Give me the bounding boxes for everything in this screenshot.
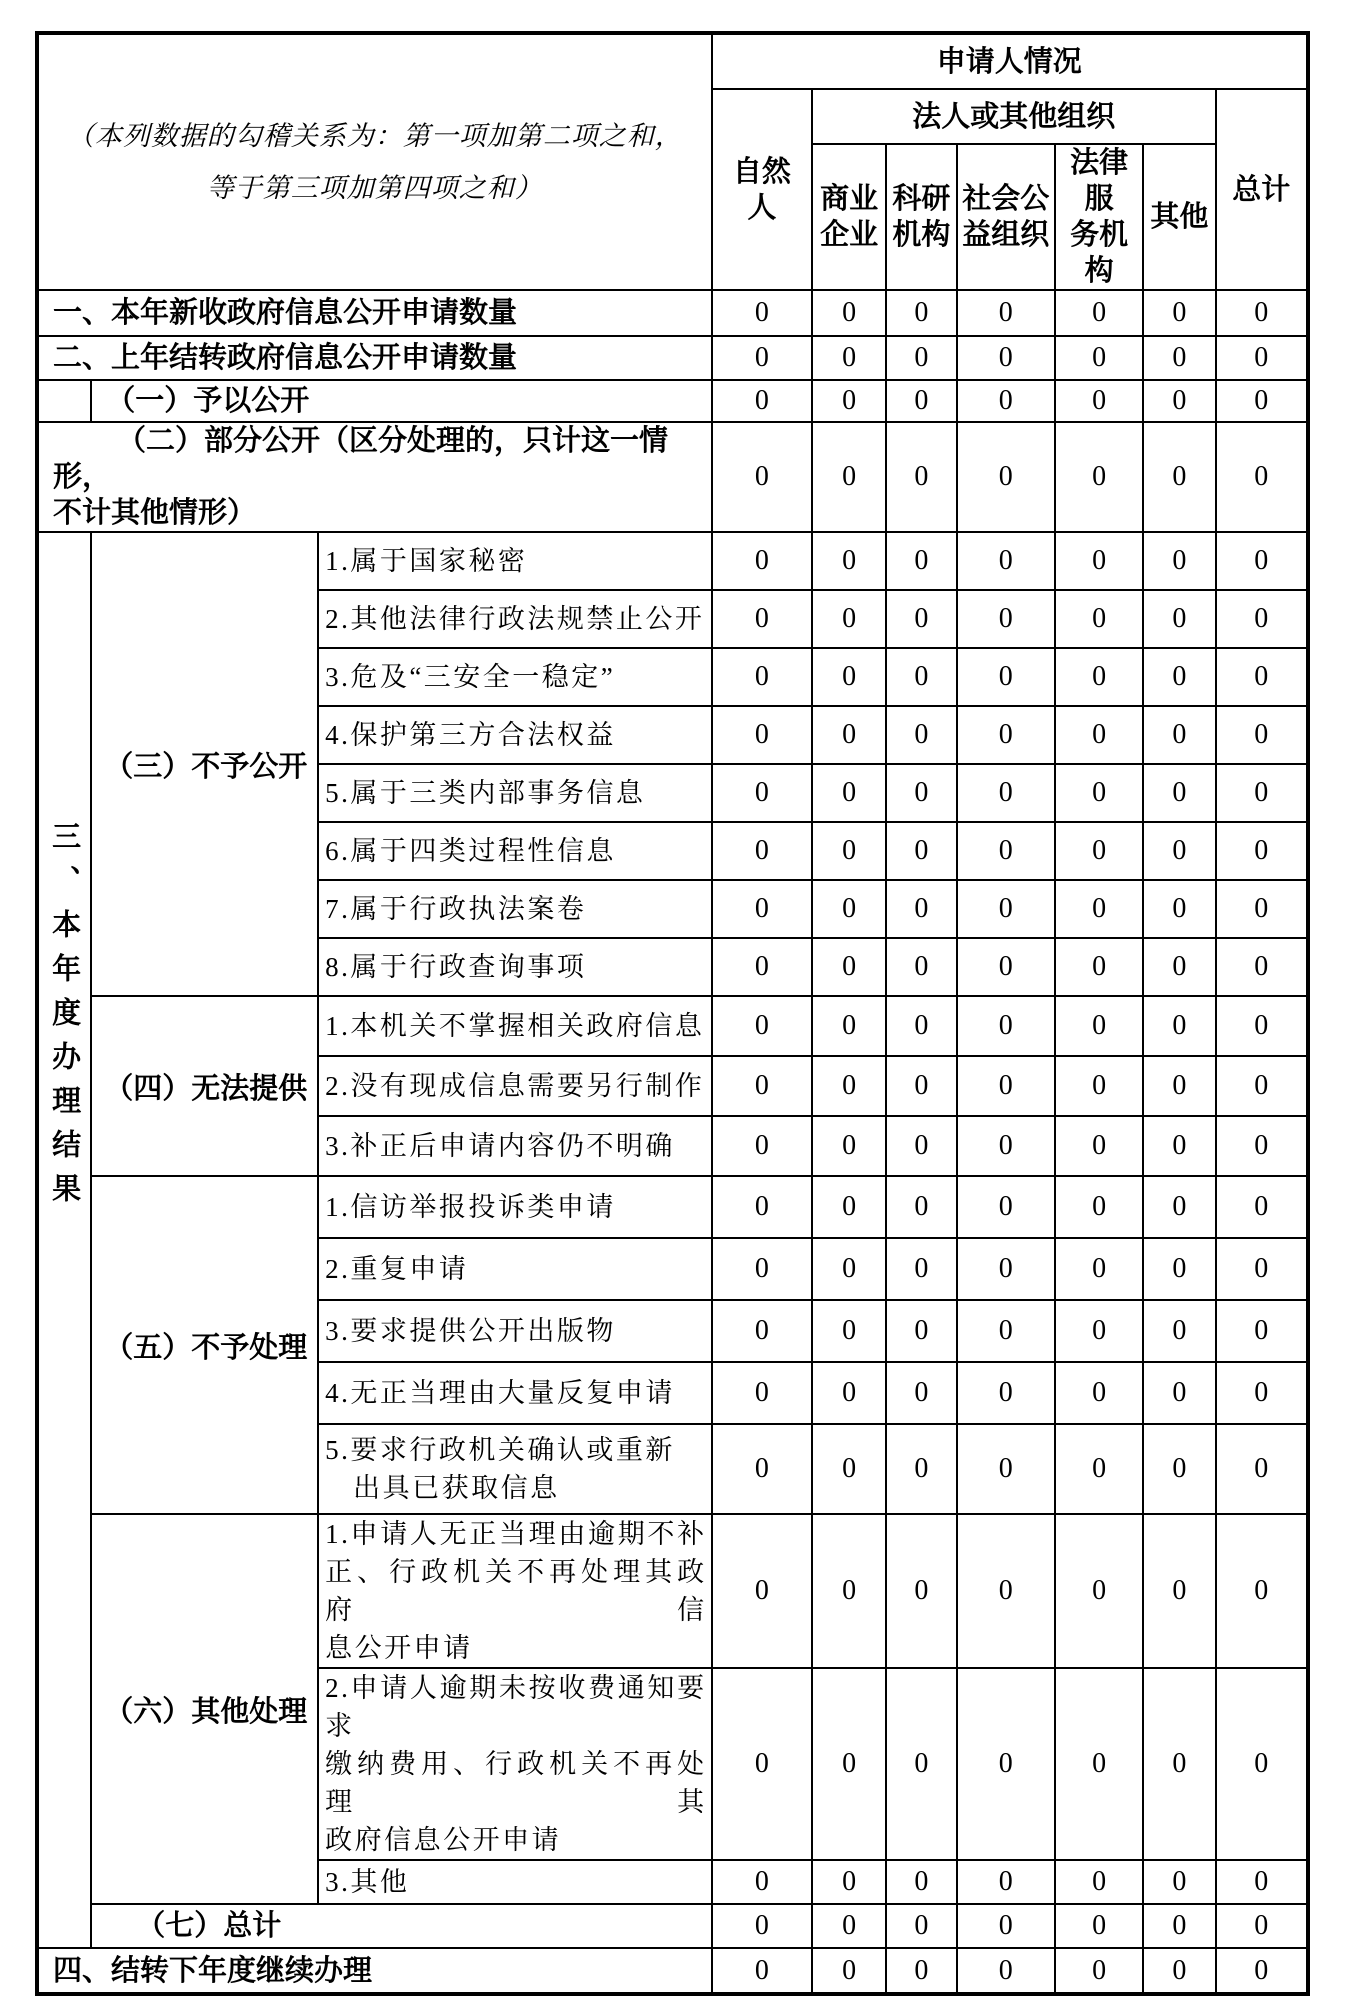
value-cell: 0 [886,1300,956,1362]
row-label-line: 1.申请人无正当理由逾期不补 [325,1519,707,1549]
value-cell: 0 [957,1238,1055,1300]
value-cell: 0 [1055,532,1143,590]
section3-spacer-cell [37,380,91,422]
value-cell: 0 [886,1904,956,1948]
value-cell: 0 [957,590,1055,648]
row-label-line: 不计其他情形） [53,497,257,529]
value-cell: 0 [1216,532,1308,590]
row-label: 四、结转下年度继续办理 [37,1948,712,1994]
value-cell: 0 [886,822,956,880]
note-line-2: 等于第三项加第四项之和） [206,173,543,203]
value-cell: 0 [1143,1238,1215,1300]
row-label [318,1424,712,1514]
value-cell: 0 [1143,1300,1215,1362]
value-cell: 0 [712,590,812,648]
value-cell: 0 [1055,290,1143,336]
value-cell: 0 [1216,1948,1308,1994]
value-cell: 0 [1055,880,1143,938]
row-label-line: 2.申请人逾期未按收费通知要求 [325,1673,707,1741]
row-label: 2.其他法律行政法规禁止公开 [318,590,712,648]
row-label: 6.属于四类过程性信息 [318,822,712,880]
row-label-line: 出具已获取信息 [353,1473,560,1503]
value-cell: 0 [712,938,812,996]
value-cell: 0 [957,938,1055,996]
row-label: （一）予以公开 [91,380,711,422]
value-cell: 0 [1216,422,1308,532]
value-cell: 0 [1216,1116,1308,1176]
value-cell: 0 [1216,1300,1308,1362]
table-row [37,1904,1308,1948]
value-cell: 0 [1143,706,1215,764]
row-label-line: （二）部分公开（区分处理的，只计这一情形， [53,425,669,493]
value-cell: 0 [886,764,956,822]
value-cell: 0 [1143,1948,1215,1994]
row-label: 3.要求提供公开出版物 [318,1300,712,1362]
value-cell: 0 [712,532,812,590]
row-label: 1.属于国家秘密 [318,532,712,590]
value-cell: 0 [1216,938,1308,996]
value-cell: 0 [812,1904,886,1948]
value-cell: 0 [1055,764,1143,822]
value-cell: 0 [812,1176,886,1238]
group-label: （四）无法提供 [91,996,318,1176]
note-line-1: （本列数据的勾稽关系为：第一项加第二项之和， [66,121,683,151]
row-label: 5.属于三类内部事务信息 [318,764,712,822]
value-cell: 0 [1143,996,1215,1056]
value-cell: 0 [712,1948,812,1994]
row-label: 1.信访举报投诉类申请 [318,1176,712,1238]
column-header-research-institution [886,144,956,290]
column-header-commercial-enterprise [812,144,886,290]
value-cell: 0 [1216,590,1308,648]
value-cell: 0 [1055,1362,1143,1424]
research-line-1: 科研 [892,183,951,215]
column-header-public-welfare-org [957,144,1055,290]
value-cell: 0 [957,1860,1055,1904]
row-label: 2.没有现成信息需要另行制作 [318,1056,712,1116]
value-cell: 0 [1143,648,1215,706]
value-cell: 0 [1216,1904,1308,1948]
value-cell: 0 [1216,290,1308,336]
value-cell: 0 [1216,996,1308,1056]
value-cell: 0 [957,532,1055,590]
row-label: 4.无正当理由大量反复申请 [318,1362,712,1424]
group-label: （五）不予处理 [91,1176,318,1514]
value-cell: 0 [1143,880,1215,938]
value-cell: 0 [812,764,886,822]
table-row [37,1514,1308,1668]
table-row [37,336,1308,380]
value-cell: 0 [712,1904,812,1948]
row-label [37,422,712,532]
value-cell: 0 [712,1238,812,1300]
welfare-line-1: 社会公 [962,183,1050,215]
value-cell: 0 [957,422,1055,532]
value-cell: 0 [1055,422,1143,532]
row-label: 7.属于行政执法案卷 [318,880,712,938]
value-cell: 0 [886,648,956,706]
value-cell: 0 [1143,1904,1215,1948]
value-cell: 0 [957,822,1055,880]
value-cell: 0 [712,1176,812,1238]
value-cell: 0 [1055,938,1143,996]
value-cell: 0 [957,648,1055,706]
value-cell: 0 [886,1948,956,1994]
value-cell: 0 [957,1514,1055,1668]
value-cell: 0 [1216,1860,1308,1904]
value-cell: 0 [812,1300,886,1362]
value-cell: 0 [957,996,1055,1056]
header-row-1 [37,33,1308,89]
value-cell: 0 [812,1948,886,1994]
value-cell: 0 [1055,1238,1143,1300]
value-cell: 0 [957,764,1055,822]
value-cell: 0 [712,1424,812,1514]
welfare-line-2: 益组织 [962,219,1050,251]
value-cell: 0 [1055,648,1143,706]
value-cell: 0 [712,1116,812,1176]
value-cell: 0 [1055,1948,1143,1994]
row-label: （七）总计 [91,1904,711,1948]
section3-vertical-label-cell [37,532,91,1948]
row-label: 4.保护第三方合法权益 [318,706,712,764]
value-cell: 0 [812,1056,886,1116]
value-cell: 0 [886,336,956,380]
group-label: （三）不予公开 [91,532,318,996]
research-line-2: 机构 [892,219,951,251]
value-cell: 0 [957,1116,1055,1176]
value-cell: 0 [957,1668,1055,1860]
value-cell: 0 [1143,764,1215,822]
value-cell: 0 [712,380,812,422]
natural-person-line-2: 人 [747,191,777,224]
natural-person-line-1: 自然 [732,155,791,188]
value-cell: 0 [1055,336,1143,380]
legal-service-line-2: 务机构 [1070,219,1129,287]
value-cell: 0 [812,1362,886,1424]
value-cell: 0 [957,1176,1055,1238]
value-cell: 0 [886,1424,956,1514]
value-cell: 0 [1143,380,1215,422]
row-label [318,1514,712,1668]
value-cell: 0 [1216,706,1308,764]
table-row [37,996,1308,1056]
section3-vertical-label: 三、本年度办理结果 [48,821,81,1217]
table-row [37,380,1308,422]
value-cell: 0 [1055,1514,1143,1668]
value-cell: 0 [812,380,886,422]
value-cell: 0 [1055,822,1143,880]
value-cell: 0 [886,706,956,764]
value-cell: 0 [712,1362,812,1424]
value-cell: 0 [812,996,886,1056]
value-cell: 0 [712,822,812,880]
value-cell: 0 [886,422,956,532]
row-label: 8.属于行政查询事项 [318,938,712,996]
table-row [37,422,1308,532]
value-cell: 0 [1143,1176,1215,1238]
value-cell: 0 [1143,336,1215,380]
value-cell: 0 [1216,1056,1308,1116]
reconciliation-note [37,33,712,290]
value-cell: 0 [886,590,956,648]
value-cell: 0 [1216,1424,1308,1514]
value-cell: 0 [1143,1424,1215,1514]
value-cell: 0 [886,1514,956,1668]
value-cell: 0 [1143,1362,1215,1424]
row-label: 二、上年结转政府信息公开申请数量 [37,336,712,380]
value-cell: 0 [886,938,956,996]
value-cell: 0 [712,1514,812,1668]
value-cell: 0 [712,648,812,706]
value-cell: 0 [812,1424,886,1514]
value-cell: 0 [1055,996,1143,1056]
value-cell: 0 [1055,380,1143,422]
disclosure-statistics-table [35,31,1310,1996]
commercial-line-2: 企业 [820,219,879,251]
value-cell: 0 [712,1860,812,1904]
value-cell: 0 [886,380,956,422]
column-header-legal-service-org [1055,144,1143,290]
value-cell: 0 [1055,1424,1143,1514]
row-label: 3.补正后申请内容仍不明确 [318,1116,712,1176]
table-row [37,532,1308,590]
value-cell: 0 [1055,1668,1143,1860]
column-header-other: 其他 [1143,144,1215,290]
value-cell: 0 [886,1362,956,1424]
value-cell: 0 [1055,1176,1143,1238]
row-label: 1.本机关不掌握相关政府信息 [318,996,712,1056]
value-cell: 0 [1055,590,1143,648]
value-cell: 0 [957,880,1055,938]
value-cell: 0 [1216,880,1308,938]
value-cell: 0 [712,706,812,764]
value-cell: 0 [712,1668,812,1860]
value-cell: 0 [712,1056,812,1116]
value-cell: 0 [957,706,1055,764]
value-cell: 0 [812,1514,886,1668]
value-cell: 0 [1216,764,1308,822]
value-cell: 0 [886,1056,956,1116]
value-cell: 0 [1143,590,1215,648]
value-cell: 0 [1216,822,1308,880]
value-cell: 0 [712,880,812,938]
legal-service-line-1: 法律服 [1070,147,1129,215]
value-cell: 0 [812,1860,886,1904]
row-label-line: 正、行政机关不再处理其政府信 [325,1557,707,1625]
value-cell: 0 [886,532,956,590]
value-cell: 0 [712,336,812,380]
value-cell: 0 [1143,938,1215,996]
column-header-natural-person [712,89,812,290]
value-cell: 0 [712,1300,812,1362]
value-cell: 0 [1216,1176,1308,1238]
value-cell: 0 [886,290,956,336]
value-cell: 0 [957,1362,1055,1424]
commercial-line-1: 商业 [820,183,879,215]
value-cell: 0 [812,1116,886,1176]
value-cell: 0 [712,764,812,822]
value-cell: 0 [886,880,956,938]
value-cell: 0 [1216,1668,1308,1860]
value-cell: 0 [812,822,886,880]
row-label [318,1668,712,1860]
value-cell: 0 [712,290,812,336]
column-header-applicant-situation: 申请人情况 [712,33,1308,89]
value-cell: 0 [812,648,886,706]
value-cell: 0 [1143,422,1215,532]
value-cell: 0 [1143,1668,1215,1860]
value-cell: 0 [957,1904,1055,1948]
value-cell: 0 [886,1860,956,1904]
row-label: 3.其他 [318,1860,712,1904]
value-cell: 0 [886,1116,956,1176]
row-label-line: 缴纳费用、行政机关不再处理其 [325,1749,707,1817]
value-cell: 0 [957,1948,1055,1994]
value-cell: 0 [1143,1860,1215,1904]
value-cell: 0 [886,1668,956,1860]
value-cell: 0 [1055,1860,1143,1904]
value-cell: 0 [1216,380,1308,422]
value-cell: 0 [1216,336,1308,380]
group-label: （六）其他处理 [91,1514,318,1904]
value-cell: 0 [957,290,1055,336]
column-header-total: 总计 [1216,89,1308,290]
row-label-line: 政府信息公开申请 [325,1825,562,1855]
row-label-line: 5.要求行政机关确认或重新 [325,1435,675,1465]
value-cell: 0 [1055,1116,1143,1176]
table-row [37,290,1308,336]
value-cell: 0 [1216,1238,1308,1300]
value-cell: 0 [886,1176,956,1238]
value-cell: 0 [712,422,812,532]
value-cell: 0 [812,880,886,938]
value-cell: 0 [812,706,886,764]
value-cell: 0 [886,996,956,1056]
value-cell: 0 [1216,1362,1308,1424]
value-cell: 0 [1055,706,1143,764]
value-cell: 0 [957,1056,1055,1116]
value-cell: 0 [886,1238,956,1300]
value-cell: 0 [812,532,886,590]
value-cell: 0 [812,590,886,648]
value-cell: 0 [812,1238,886,1300]
row-label-line: 息公开申请 [325,1633,473,1663]
row-label: 3.危及“三安全一稳定” [318,648,712,706]
value-cell: 0 [957,336,1055,380]
value-cell: 0 [1055,1300,1143,1362]
value-cell: 0 [712,996,812,1056]
table-row [37,1948,1308,1994]
value-cell: 0 [812,422,886,532]
value-cell: 0 [1143,532,1215,590]
value-cell: 0 [812,336,886,380]
value-cell: 0 [957,1424,1055,1514]
value-cell: 0 [812,938,886,996]
table-row [37,1176,1308,1238]
value-cell: 0 [957,380,1055,422]
value-cell: 0 [1143,290,1215,336]
value-cell: 0 [1216,1514,1308,1668]
value-cell: 0 [812,1668,886,1860]
value-cell: 0 [812,290,886,336]
row-label: 一、本年新收政府信息公开申请数量 [37,290,712,336]
value-cell: 0 [1143,1514,1215,1668]
column-header-legal-org: 法人或其他组织 [812,89,1216,144]
value-cell: 0 [1055,1904,1143,1948]
value-cell: 0 [957,1300,1055,1362]
row-label: 2.重复申请 [318,1238,712,1300]
value-cell: 0 [1143,1116,1215,1176]
value-cell: 0 [1055,1056,1143,1116]
value-cell: 0 [1143,822,1215,880]
value-cell: 0 [1143,1056,1215,1116]
value-cell: 0 [1216,648,1308,706]
